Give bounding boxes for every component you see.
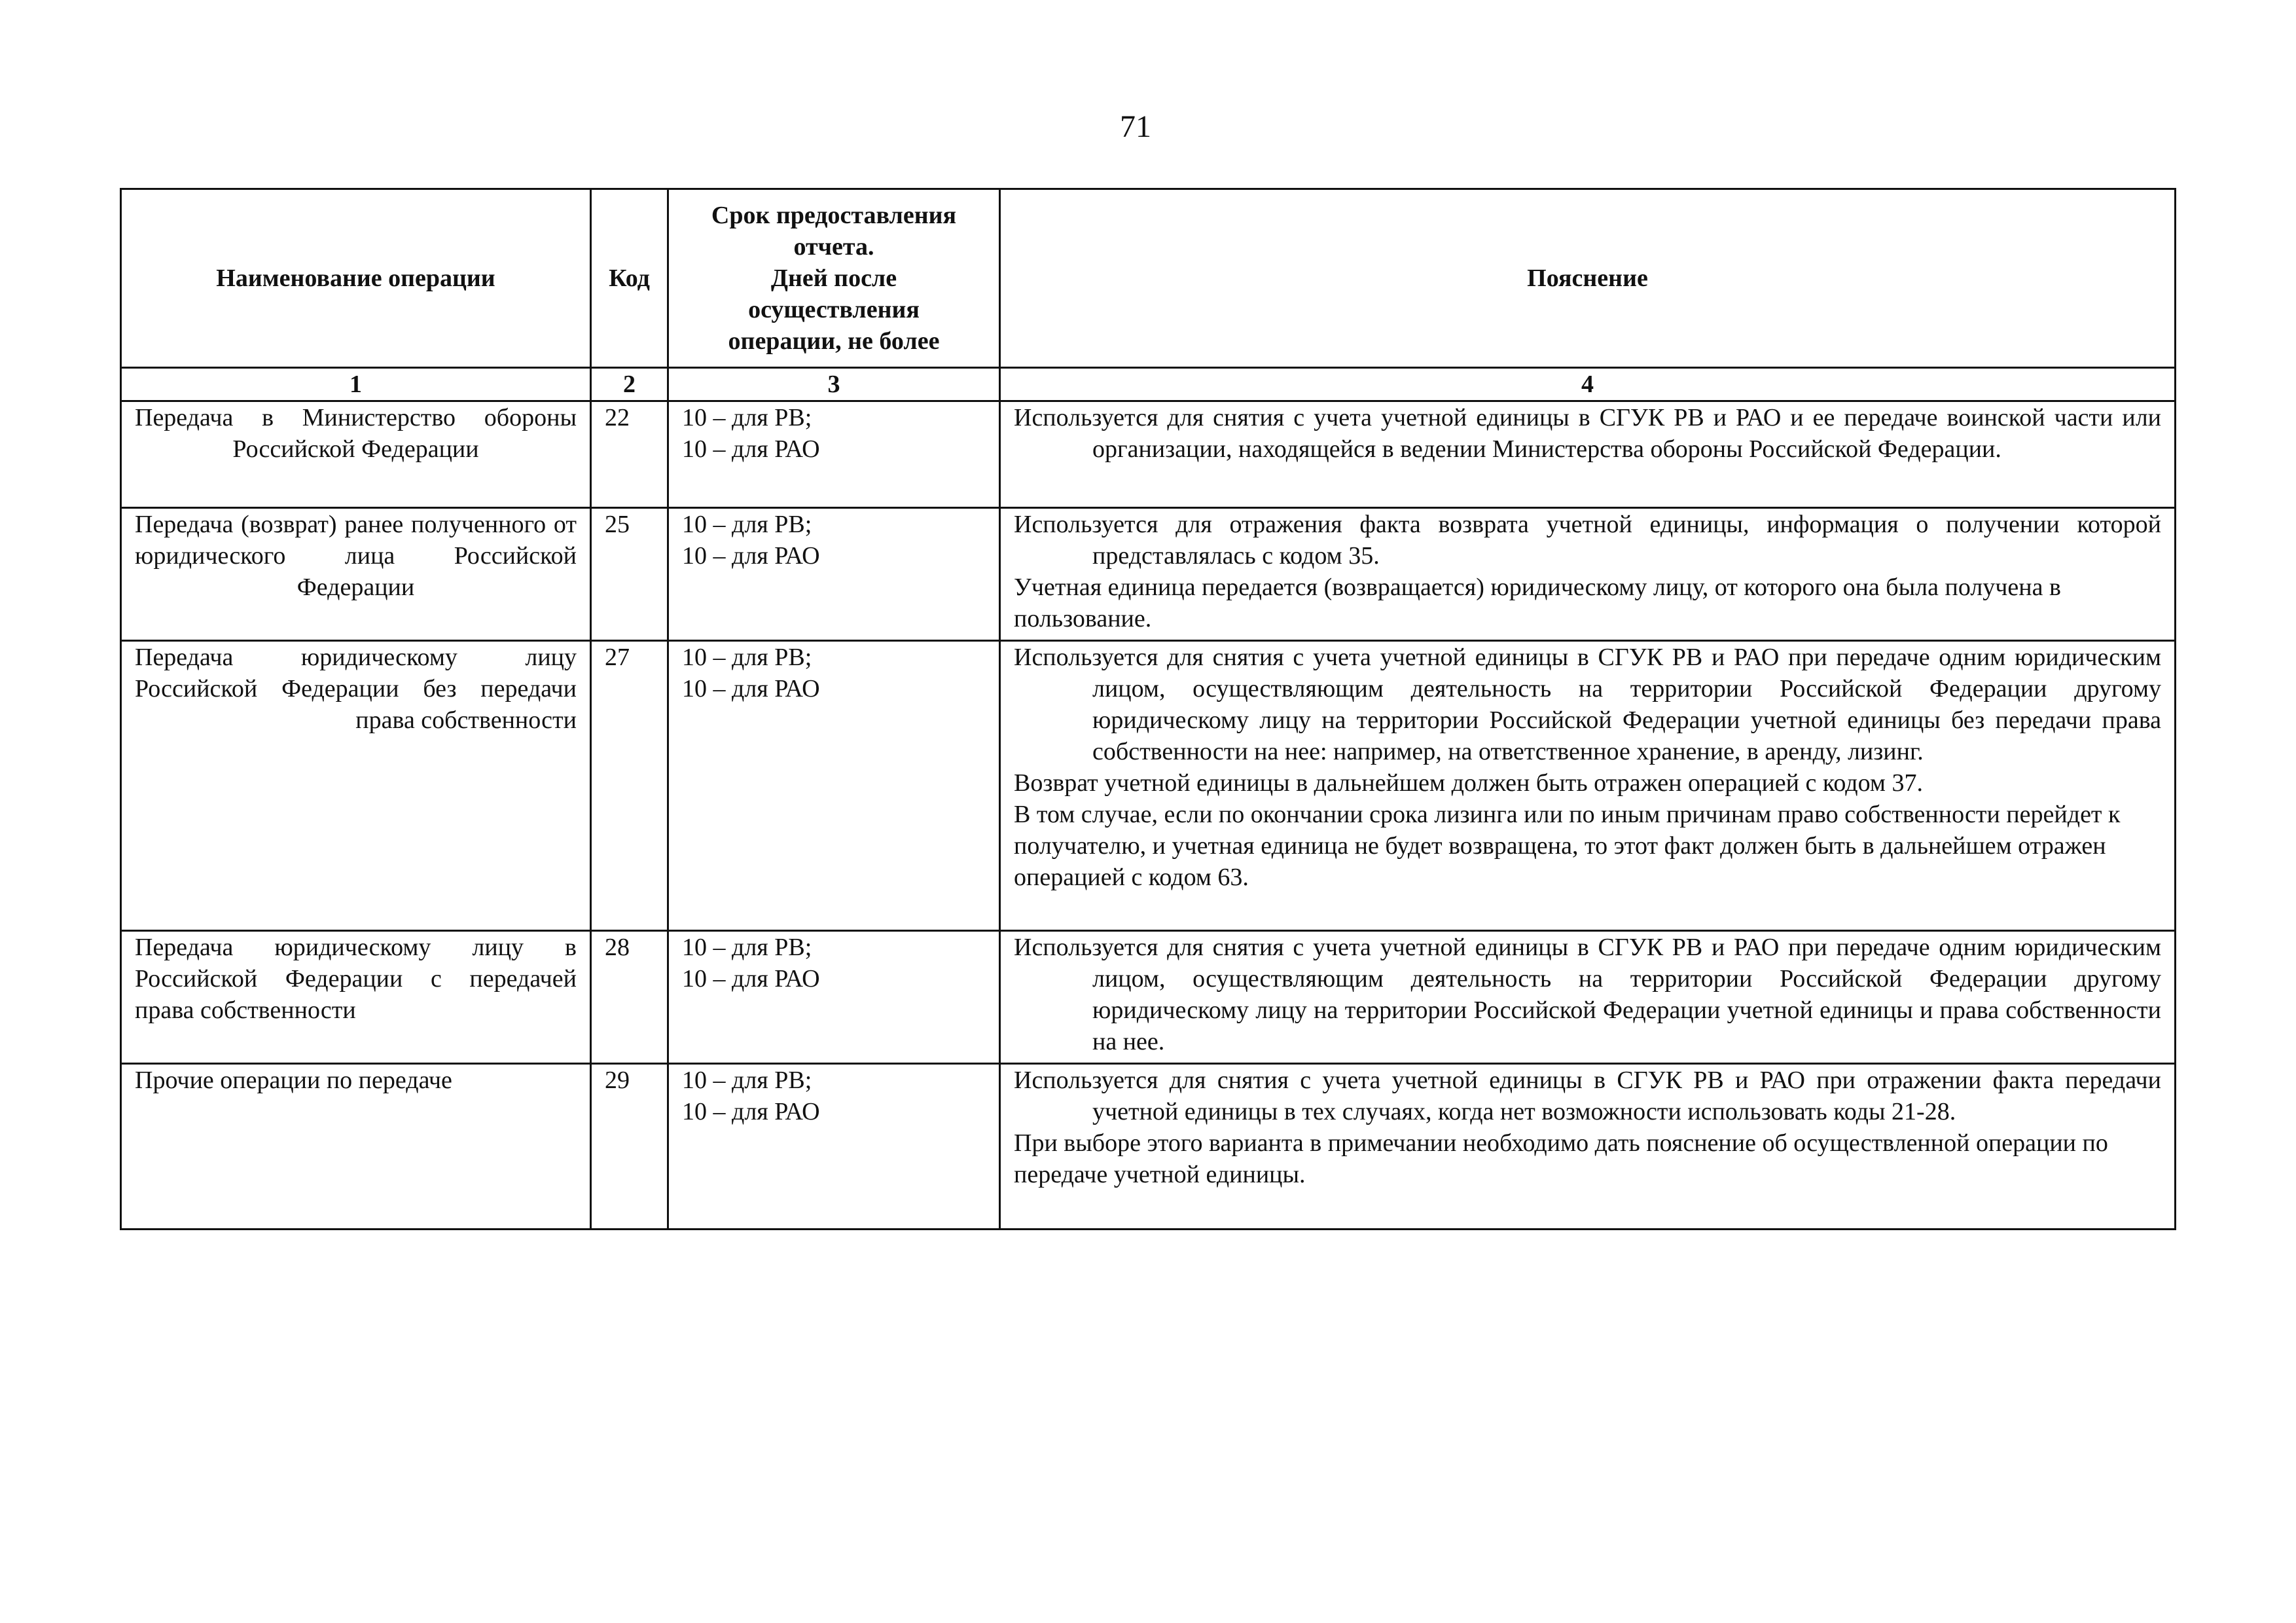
explanation-note: При выборе этого варианта в примечании необходимо дать пояснение об осуществленной операции по передаче учетной единицы. (1014, 1129, 2108, 1188)
explanation-cell (1000, 401, 2176, 508)
header-report-term (668, 189, 1000, 368)
column-number: 2 (591, 368, 668, 401)
report-term-cell (668, 641, 1000, 931)
report-term-line: 10 – для РАО (682, 675, 820, 702)
operation-code: 27 (591, 641, 668, 931)
explanation-cell (1000, 931, 2176, 1064)
operation-code: 22 (591, 401, 668, 508)
operation-name: Передача юридическому лицу Российской Федерации без передачи права собственности (135, 644, 577, 734)
explanation-note: В том случае, если по окончании срока лизинга или по иным причинам право собственности перейдет к получателю, и учетная единица не будет возвращена, то этот факт должен быть в дальнейшем отражен операцией с кодом 63. (1014, 801, 2121, 891)
header-term-line: отчета. (793, 233, 874, 261)
table-row (121, 641, 2176, 931)
report-term-line: 10 – для РАО (682, 542, 820, 570)
explanation-text: Используется для снятия с учета учетной единицы в СГУК РВ и РАО и ее передаче воинской части или организации, находящейся в ведении Министерства обороны Российской Федерации. (1014, 404, 2161, 463)
operation-name: Передача юридическому лицу в Российской Федерации с передачей права собственности (135, 934, 577, 1024)
header-explanation: Пояснение (1000, 189, 2176, 368)
header-row (121, 189, 2176, 368)
header-operation-name: Наименование операции (121, 189, 591, 368)
page-number: 71 (1120, 109, 1151, 144)
operations-table (120, 188, 2176, 1230)
operation-name-cell (121, 641, 591, 931)
table-row (121, 401, 2176, 508)
report-term-line: 10 – для РАО (682, 435, 820, 463)
header-term-line: Срок предоставления (711, 202, 957, 229)
explanation-cell (1000, 1064, 2176, 1230)
report-term-line: 10 – для РВ; (682, 404, 812, 431)
operation-name-cell (121, 401, 591, 508)
column-number: 1 (121, 368, 591, 401)
header-term-line: операции, не более (728, 327, 940, 355)
table-row (121, 1064, 2176, 1230)
operation-name-cell (121, 1064, 591, 1230)
report-term-line: 10 – для РВ; (682, 1067, 812, 1094)
column-number: 4 (1000, 368, 2176, 401)
operation-name-cell (121, 931, 591, 1064)
operation-name: Передача (возврат) ранее полученного от юридического лица Российской Федерации (135, 511, 577, 601)
header-term-line: осуществления (748, 296, 920, 323)
operation-name: Передача в Министерство обороны Российской Федерации (135, 404, 577, 463)
table-row (121, 931, 2176, 1064)
header-term-line: Дней после (770, 264, 897, 292)
operation-name-cell (121, 508, 591, 641)
explanation-text: Используется для снятия с учета учетной единицы в СГУК РВ и РАО при передаче одним юридическим лицом, осуществляющим деятельность на территории Российской Федерации другому юридическому лицу на территории Российской Федерации учетной единицы и права собственности на нее. (1014, 934, 2161, 1055)
explanation-text: Используется для снятия с учета учетной единицы в СГУК РВ и РАО при отражении факта передачи учетной единицы в тех случаях, когда нет возможности использовать коды 21-28. (1014, 1067, 2161, 1125)
report-term-cell (668, 931, 1000, 1064)
explanation-cell (1000, 508, 2176, 641)
column-number: 3 (668, 368, 1000, 401)
report-term-cell (668, 508, 1000, 641)
report-term-cell (668, 1064, 1000, 1230)
report-term-line: 10 – для РВ; (682, 644, 812, 671)
column-number-row (121, 368, 2176, 401)
report-term-line: 10 – для РАО (682, 965, 820, 993)
operation-name: Прочие операции по передаче (135, 1067, 452, 1094)
explanation-cell (1000, 641, 2176, 931)
report-term-line: 10 – для РВ; (682, 511, 812, 538)
report-term-line: 10 – для РВ; (682, 934, 812, 961)
operation-code: 25 (591, 508, 668, 641)
explanation-note: Возврат учетной единицы в дальнейшем должен быть отражен операцией с кодом 37. (1014, 769, 1923, 797)
header-code: Код (591, 189, 668, 368)
operation-code: 28 (591, 931, 668, 1064)
table-row (121, 508, 2176, 641)
explanation-note: Учетная единица передается (возвращается) юридическому лицу, от которого она была получена в пользование. (1014, 574, 2061, 632)
explanation-text: Используется для отражения факта возврата учетной единицы, информация о получении которой представлялась с кодом 35. (1014, 511, 2161, 570)
operation-code: 29 (591, 1064, 668, 1230)
report-term-cell (668, 401, 1000, 508)
explanation-text: Используется для снятия с учета учетной единицы в СГУК РВ и РАО при передаче одним юридическим лицом, осуществляющим деятельность на территории Российской Федерации другому юридическому лицу на территории Российской Федерации учетной единицы без передачи права собственности на нее: например, на ответственное хранение, в аренду, лизинг. (1014, 644, 2161, 765)
report-term-line: 10 – для РАО (682, 1098, 820, 1125)
